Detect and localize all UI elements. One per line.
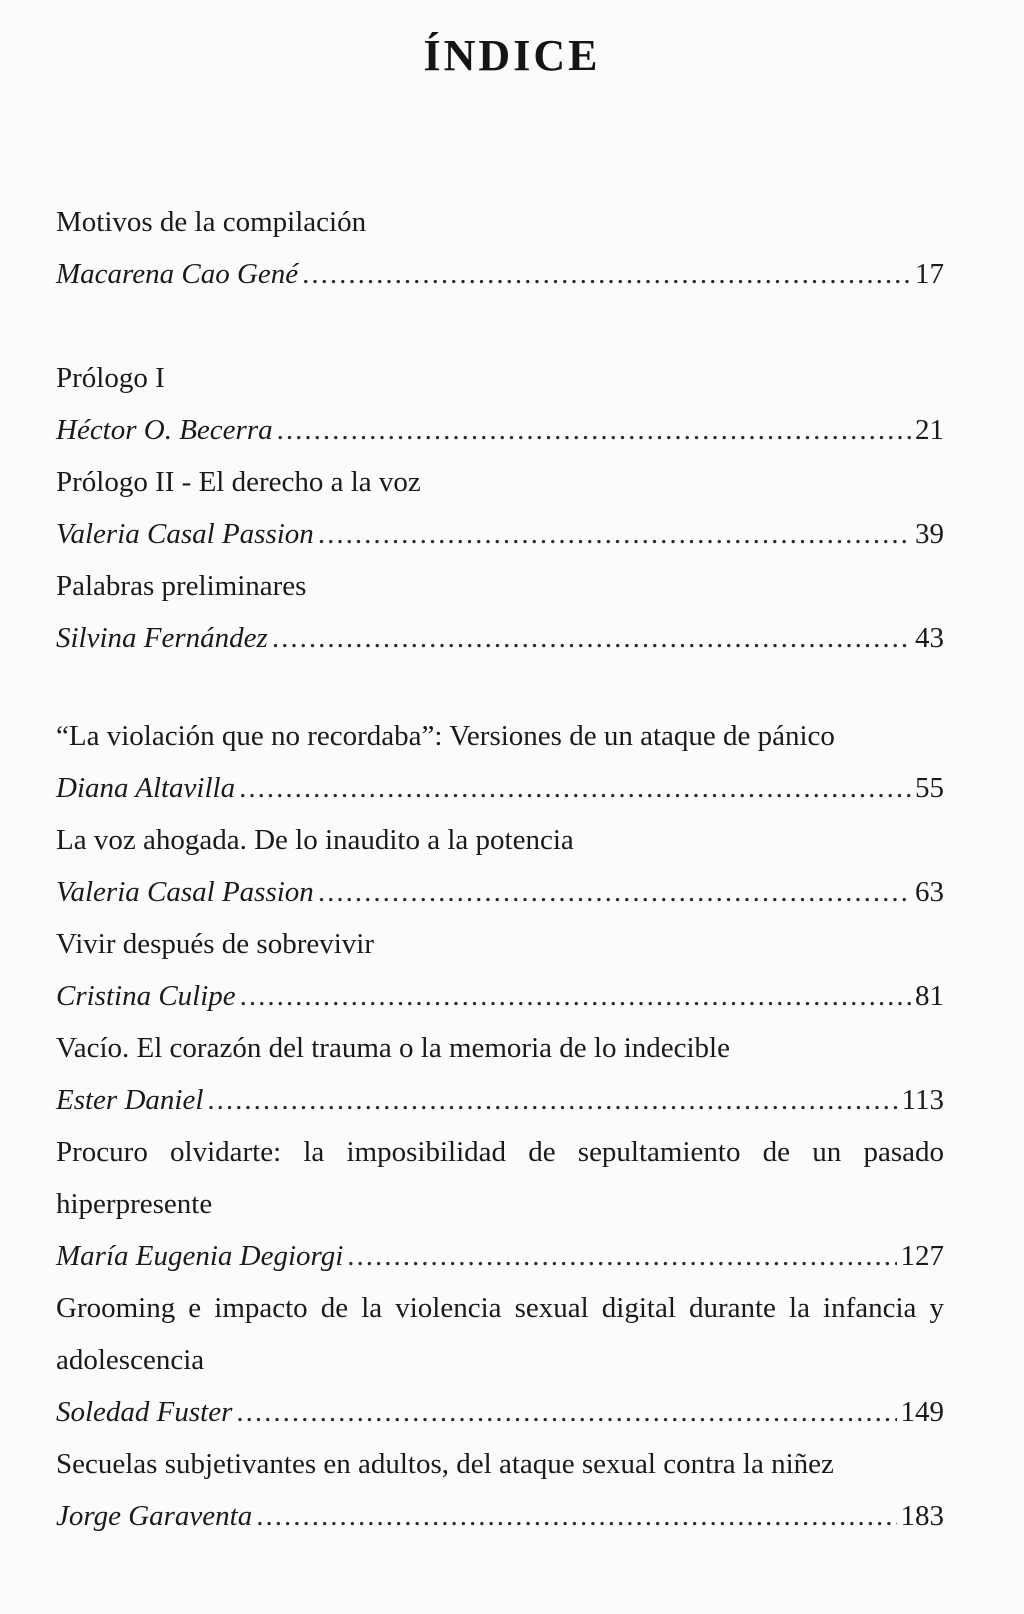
toc-entry [56,456,944,560]
entry-page-number: 183 [900,1500,944,1532]
dot-leader [256,1490,896,1542]
entry-author-line [56,612,944,664]
entry-title: Procuro olvidarte: la imposibilidad de sepultamiento de un pasado hiperpresente [56,1136,944,1220]
entry-author-line [56,1074,944,1126]
entry-page-number: 21 [915,414,944,446]
toc-entry [56,1282,944,1438]
entry-author-line [56,1490,944,1542]
toc-entry [56,710,944,814]
entry-page-number: 149 [900,1396,944,1428]
entry-author-line [56,866,944,918]
dot-leader [318,866,911,918]
entry-page-number: 63 [915,876,944,908]
dot-leader [302,248,911,300]
entry-page-number: 17 [915,258,944,290]
entry-author-line [56,762,944,814]
entry-author: Diana Altavilla [56,772,236,804]
dot-leader [236,1386,896,1438]
entry-author: María Eugenia Degiorgi [56,1240,344,1272]
entry-title: “La violación que no recordaba”: Versiones de un ataque de pánico [56,720,835,752]
entry-page-number: 81 [915,980,944,1012]
entry-author: Macarena Cao Gené [56,258,299,290]
entry-page-number: 39 [915,518,944,550]
entry-author: Soledad Fuster [56,1396,233,1428]
entry-author-line [56,1386,944,1438]
dot-leader [272,612,911,664]
toc-entry [56,196,944,300]
dot-leader [347,1230,896,1282]
entry-title: Secuelas subjetivantes en adultos, del ataque sexual contra la niñez [56,1448,834,1480]
entry-title: Vacío. El corazón del trauma o la memoria de lo indecible [56,1032,730,1064]
entry-title: Motivos de la compilación [56,206,367,238]
entry-author: Jorge Garaventa [56,1500,253,1532]
entry-author: Valeria Casal Passion [56,518,314,550]
entry-author-line [56,404,944,456]
entry-author-line [56,970,944,1022]
entry-author-line [56,508,944,560]
entry-page-number: 43 [915,622,944,654]
entry-title: Vivir después de sobrevivir [56,928,374,960]
dot-leader [207,1074,897,1126]
page-title: ÍNDICE [423,31,601,80]
toc-entry [56,814,944,918]
entry-title: Palabras preliminares [56,570,307,602]
dot-leader [318,508,911,560]
entry-page-number: 127 [900,1240,944,1272]
toc-entry [56,352,944,456]
toc-entry [56,560,944,664]
entry-author-line [56,248,944,300]
entry-author: Silvina Fernández [56,622,268,654]
entry-page-number: 55 [915,772,944,804]
toc-entry [56,1022,944,1126]
entry-author: Valeria Casal Passion [56,876,314,908]
entry-title: Grooming e impacto de la violencia sexual digital durante la infancia y adolescencia [56,1292,944,1376]
dot-leader [240,970,911,1022]
toc-entry [56,1126,944,1282]
entry-author-line [56,1230,944,1282]
dot-leader [239,762,911,814]
toc-entry [56,918,944,1022]
entry-title: Prólogo II - El derecho a la voz [56,466,421,498]
entry-page-number: 113 [901,1084,944,1116]
entry-author: Cristina Culipe [56,980,236,1012]
entry-title: Prólogo I [56,362,165,394]
entry-author: Héctor O. Becerra [56,414,273,446]
entry-title: La voz ahogada. De lo inaudito a la potencia [56,824,574,856]
dot-leader [277,404,911,456]
entry-author: Ester Daniel [56,1084,204,1116]
toc-entry [56,1438,944,1542]
